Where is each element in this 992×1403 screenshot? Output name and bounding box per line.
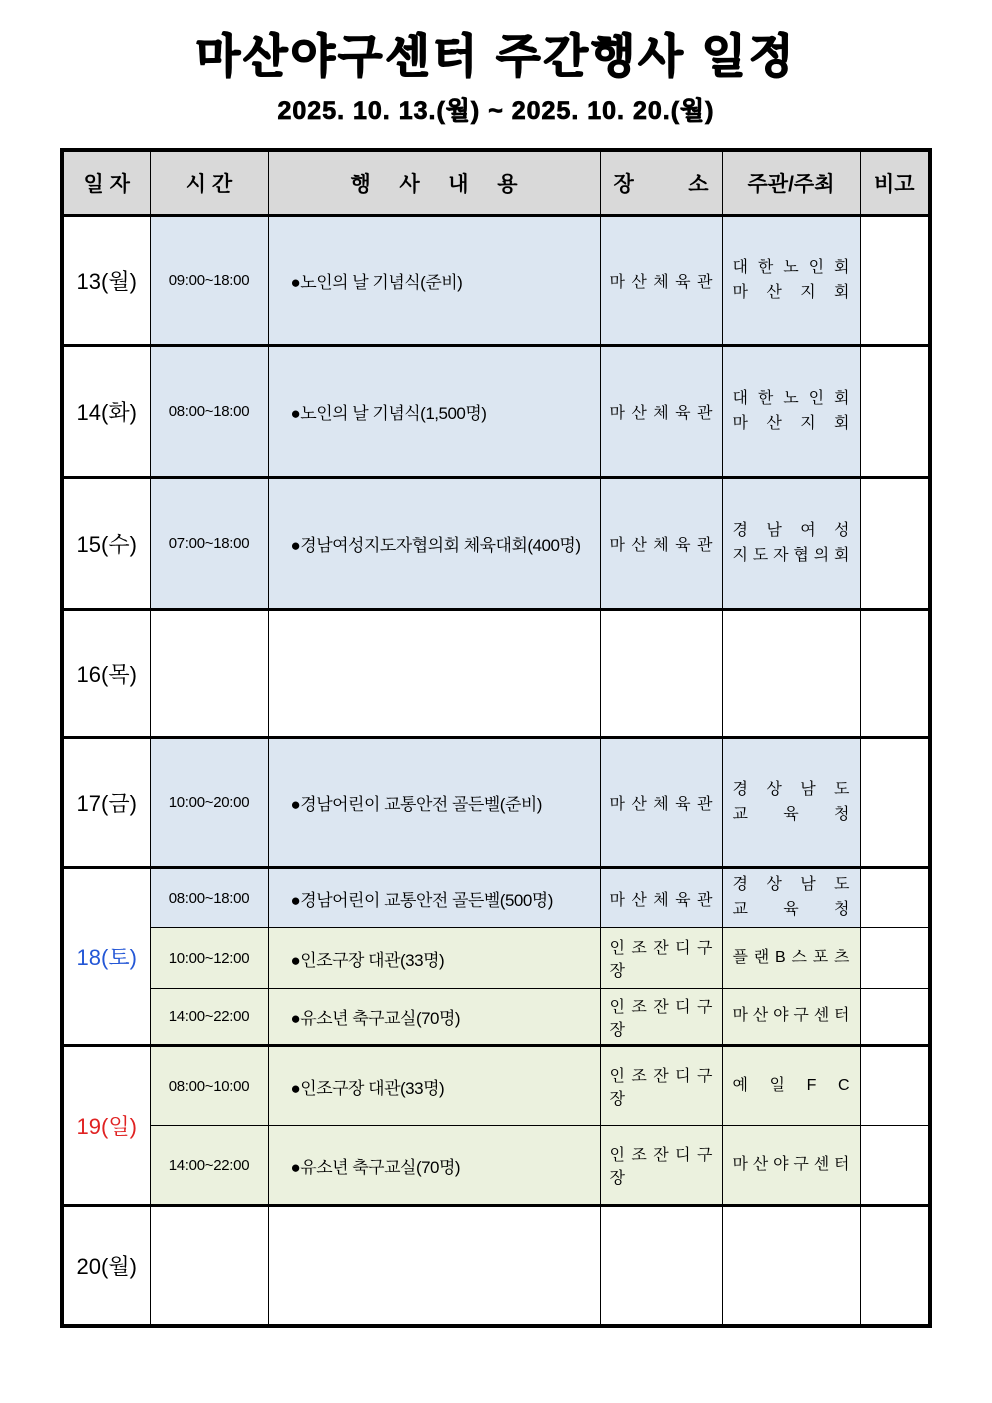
date-cell: 15(수) xyxy=(62,478,150,610)
note-cell xyxy=(860,1206,930,1326)
organizer-cell xyxy=(722,216,860,346)
header-row xyxy=(62,150,930,216)
note-cell xyxy=(860,989,930,1046)
time-cell: 08:00~10:00 xyxy=(150,1046,268,1126)
date-cell: 16(목) xyxy=(62,610,150,738)
organizer-line: 마 산 지 회 xyxy=(732,414,850,432)
header-note: 비고 xyxy=(860,150,930,216)
event-content-cell: ●유소년 축구교실(70명) xyxy=(268,989,600,1046)
organizer-line: 교 육 청 xyxy=(732,901,850,918)
time-cell: 08:00~18:00 xyxy=(150,868,268,928)
header-content: 행 사 내 용 xyxy=(268,150,600,216)
date-cell: 17(금) xyxy=(62,738,150,868)
place-cell: 인 조 잔 디 구 장 xyxy=(600,989,722,1046)
organizer-cell xyxy=(722,1046,860,1126)
date-cell: 18(토) xyxy=(62,868,150,1046)
date-cell: 13(월) xyxy=(62,216,150,346)
place-cell: 마 산 체 육 관 xyxy=(600,478,722,610)
organizer-line: 경 남 여 성 xyxy=(732,521,850,539)
event-content-cell xyxy=(268,1206,600,1326)
schedule-row xyxy=(62,216,930,346)
note-cell xyxy=(860,738,930,868)
organizer-line: 경 상 남 도 xyxy=(732,780,850,798)
organizer-line: 대 한 노 인 회 xyxy=(732,258,850,276)
schedule-row xyxy=(62,346,930,478)
place-cell: 인 조 잔 디 구 장 xyxy=(600,928,722,989)
header-time: 시 간 xyxy=(150,150,268,216)
schedule-row xyxy=(62,478,930,610)
note-cell xyxy=(860,1126,930,1206)
organizer-cell xyxy=(722,989,860,1046)
organizer-cell xyxy=(722,928,860,989)
place-cell: 마 산 체 육 관 xyxy=(600,346,722,478)
event-content-cell: ●인조구장 대관(33명) xyxy=(268,1046,600,1126)
event-content-cell xyxy=(268,610,600,738)
time-cell xyxy=(150,610,268,738)
organizer-cell xyxy=(722,1126,860,1206)
schedule-row xyxy=(62,1046,930,1126)
note-cell xyxy=(860,610,930,738)
place-cell: 인 조 잔 디 구 장 xyxy=(600,1126,722,1206)
schedule-row xyxy=(62,738,930,868)
time-cell: 09:00~18:00 xyxy=(150,216,268,346)
schedule-row xyxy=(62,1126,930,1206)
event-content-cell: ●노인의 날 기념식(준비) xyxy=(268,216,600,346)
organizer-line: 대 한 노 인 회 xyxy=(732,389,850,407)
note-cell xyxy=(860,478,930,610)
organizer-line: 경 상 남 도 xyxy=(732,876,850,894)
schedule-table xyxy=(60,148,932,1328)
time-cell: 10:00~12:00 xyxy=(150,928,268,989)
header-organizer: 주관/주최 xyxy=(722,150,860,216)
page-title: 마산야구센터 주간행사 일정 xyxy=(195,30,797,82)
event-content-cell: ●경남어린이 교통안전 골든벨(준비) xyxy=(268,738,600,868)
event-content-cell: ●경남여성지도자협의회 체육대회(400명) xyxy=(268,478,600,610)
organizer-line: 마 산 야 구 센 터 xyxy=(732,1007,850,1025)
place-cell: 마 산 체 육 관 xyxy=(600,868,722,928)
date-range: 2025. 10. 13.(월) ~ 2025. 10. 20.(월) xyxy=(277,96,715,125)
organizer-line: 지 도 자 협 의 회 xyxy=(732,546,850,564)
organizer-cell xyxy=(722,478,860,610)
event-content-cell: ●노인의 날 기념식(1,500명) xyxy=(268,346,600,478)
note-cell xyxy=(860,1046,930,1126)
organizer-cell xyxy=(722,738,860,868)
place-cell: 마 산 체 육 관 xyxy=(600,738,722,868)
header-place: 장 소 xyxy=(600,150,722,216)
date-cell: 20(월) xyxy=(62,1206,150,1326)
event-content-cell: ●인조구장 대관(33명) xyxy=(268,928,600,989)
organizer-cell xyxy=(722,1206,860,1326)
schedule-row xyxy=(62,610,930,738)
place-cell xyxy=(600,610,722,738)
event-content-cell: ●경남어린이 교통안전 골든벨(500명) xyxy=(268,868,600,928)
time-cell: 14:00~22:00 xyxy=(150,1126,268,1206)
time-cell: 10:00~20:00 xyxy=(150,738,268,868)
place-cell: 인 조 잔 디 구 장 xyxy=(600,1046,722,1126)
organizer-line: 플 랜 B 스 포 츠 xyxy=(732,948,850,966)
place-cell xyxy=(600,1206,722,1326)
time-cell: 08:00~18:00 xyxy=(150,346,268,478)
note-cell xyxy=(860,928,930,989)
time-cell: 14:00~22:00 xyxy=(150,989,268,1046)
event-content-cell: ●유소년 축구교실(70명) xyxy=(268,1126,600,1206)
schedule-row xyxy=(62,928,930,989)
organizer-cell xyxy=(722,346,860,478)
note-cell xyxy=(860,346,930,478)
date-cell: 19(일) xyxy=(62,1046,150,1206)
schedule-table-wrap xyxy=(60,148,932,1328)
organizer-line: 마 산 지 회 xyxy=(732,283,850,301)
organizer-cell xyxy=(722,610,860,738)
note-cell xyxy=(860,868,930,928)
schedule-row xyxy=(62,868,930,928)
organizer-line: 예 일 F C xyxy=(732,1076,850,1094)
time-cell: 07:00~18:00 xyxy=(150,478,268,610)
place-cell: 마 산 체 육 관 xyxy=(600,216,722,346)
schedule-row xyxy=(62,1206,930,1326)
note-cell xyxy=(860,216,930,346)
organizer-line: 마 산 야 구 센 터 xyxy=(732,1155,850,1173)
time-cell xyxy=(150,1206,268,1326)
header-date: 일 자 xyxy=(62,150,150,216)
organizer-cell xyxy=(722,868,860,928)
date-cell: 14(화) xyxy=(62,346,150,478)
schedule-row xyxy=(62,989,930,1046)
organizer-line: 교 육 청 xyxy=(732,805,850,823)
document-header xyxy=(0,0,992,127)
